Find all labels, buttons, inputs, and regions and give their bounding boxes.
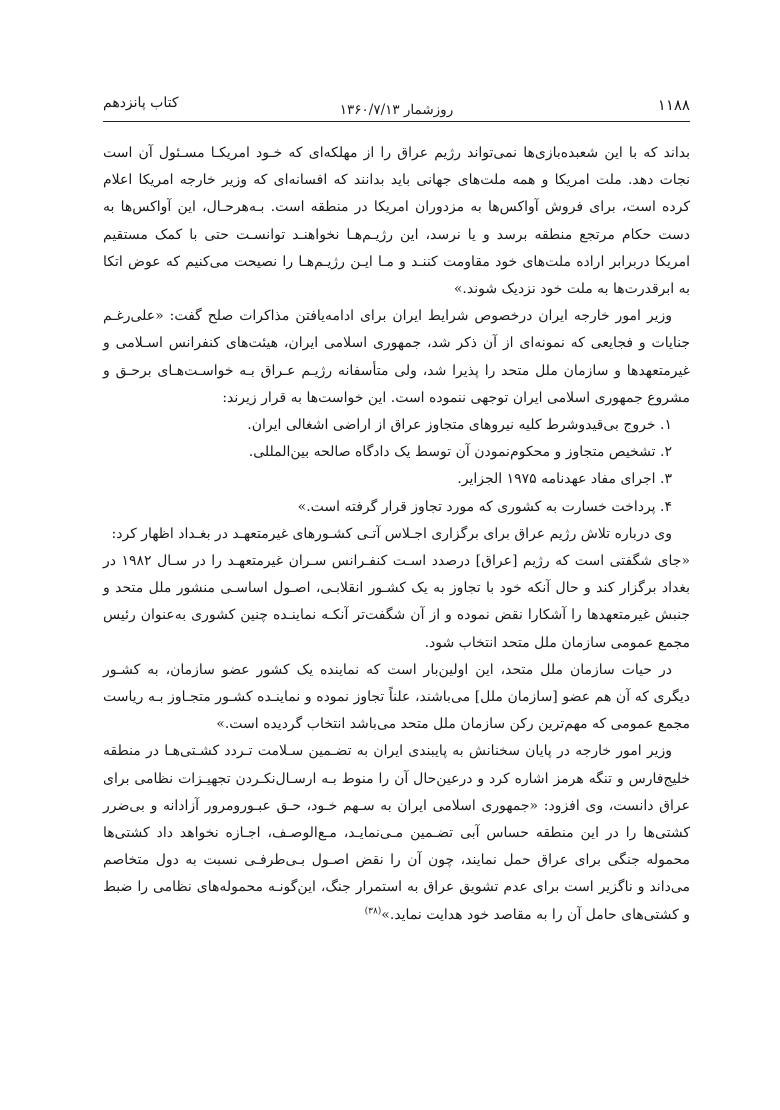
book-title: کتاب پانزدهم: [103, 95, 179, 111]
paragraph: وی درباره تلاش رژیم عراق برای برگزاری اجـلاس آتـی کشـورهای غیرمتعهـد در بغـداد اظهار کرد:: [111, 525, 672, 542]
paragraph: «جای شگفتی است که رژیم [عراق] درصدد اسـت کنفـرانس سـران غیرمتعهـد را در سـال ۱۹۸۲ در بغداد برگزار کند و حال آنکه خود با تجاوز به یک کشـور انقلابـی، اصـول اساسـی منشور ملل متحد و جنبش غیرمتعهدها را آشکارا نقض نموده و از آن شگفت‌تر آنکـه نماینـده چنین کشوری به‌عنوان رئیس مجمع عمومی سازمان ملل متحد انتخاب شود.: [103, 553, 691, 651]
list-item: ۱. خروج بی‌قیدوشرط کلیه نیروهای متجاوز عراق از اراضی اشغالی ایران.: [247, 417, 672, 434]
paragraph-text: وزیر امور خارجه در پایان سخنانش به پایبندی ایران به تضـمین سـلامت تـردد کشـتی‌هـا در منطقه خلیج‌فارس و تنگه هرمز اشاره کرد و درعین‌حال آن را منوط بـه ارسـال‌نکـردن تجهیـزات نظامی برای عراق دانست، وی افزود: «جمهوری اسلامی ایران به سـهم خـود، حـق عبـورومرور آزادانه و بی‌ضرر کشتی‌ها را در این منطقه حساس آبی تضـمین مـی‌نمایـد، مـع‌الوصـف، اجـازه نخواهد داد کشتی‌ها محموله جنگی برای عراق حمل نمایند، چون آن را نقض اصـول بـی‌طرفـی نسبت به دول متخاصم می‌داند و ناگزیر است برای عدم تشویق عراق به استمرار جنگ، این‌گونـه محموله‌های نظامی را ضبط و کشتی‌های حامل آن را به مقاصد خود هدایت نماید.»: [103, 743, 690, 923]
paragraph: بداند که با این شعبده‌بازی‌ها نمی‌تواند رژیم عراق را از مهلکه‌ای که خـود امریکـا مسـئول آن است نجات دهد. ملت امریکا و همه ملت‌های جهانی باید بدانند که افسانه‌ای که وزیر خارجه امریکا اعلام کرده است، برای فروش آواکس‌ها به مزدوران امریکا در منطقه است. بـه‌هرحـال، این آواکس‌ها به دست حکام مرتجع منطقه برسد و یا نرسد، این رژیـم‌هـا نخواهنـد توانسـت حتی با کمک مستقیم امریکا دربرابر اراده ملت‌های خود مقاومت کننـد و مـا ایـن رژیـم‌هـا را نصیحت می‌کنیم که عوض اتکا به ابرقدرت‌ها به ملت خود نزدیک شوند.»: [103, 145, 690, 298]
diary-date: روزشمار ۱۳۶۰/۷/۱۳: [339, 102, 454, 118]
page-number: ۱۱۸۸: [657, 96, 690, 114]
list-item: ۴. پرداخت خسارت به کشوری که مورد تجاوز قرار گرفته است.»: [297, 498, 672, 515]
list-item: ۳. اجرای مفاد عهدنامه ۱۹۷۵ الجزایر.: [457, 471, 672, 488]
list-item: ۲. تشخیص متجاوز و محکوم‌نمودن آن توسط یک دادگاه صالحه بین‌المللی.: [248, 444, 672, 461]
header-rule: [103, 121, 690, 122]
paragraph: [103, 738, 690, 928]
page-header: [103, 94, 690, 120]
page-body: [103, 140, 690, 929]
paragraph: در حیات سازمان ملل متحد، این اولین‌بار است که نماینده یک کشور عضو سازمان، به کشـور دیگری که آن هم عضو [سازمان ملل] می‌باشند، علناً تجاوز نموده و نماینـده کشـور متجـاوز بـه ریاست مجمع عمومی که مهم‌ترین رکن سازمان ملل متحد می‌باشد انتخاب گردیده است.»: [103, 661, 690, 733]
footnote-ref: (۳۸): [364, 906, 382, 917]
paragraph: وزیر امور خارجه ایران درخصوص شرایط ایران برای ادامه‌یافتن مذاکرات صلح گفت: «علی‌رغـم جنایات و فجایعی که نمونه‌ای از آن ذکر شد، جمهوری اسلامی ایران، هیئت‌های کنفرانس اسـلامی و غیرمتعهدها و سازمان ملل متحد را پذیرا شد، ولی متأسفانه رژیـم عـراق بـه خواسـت‌هـای برحـق و مشروع جمهوری اسلامی ایران توجهی ننموده است. این خواست‌ها به قرار زیرند:: [103, 308, 690, 406]
